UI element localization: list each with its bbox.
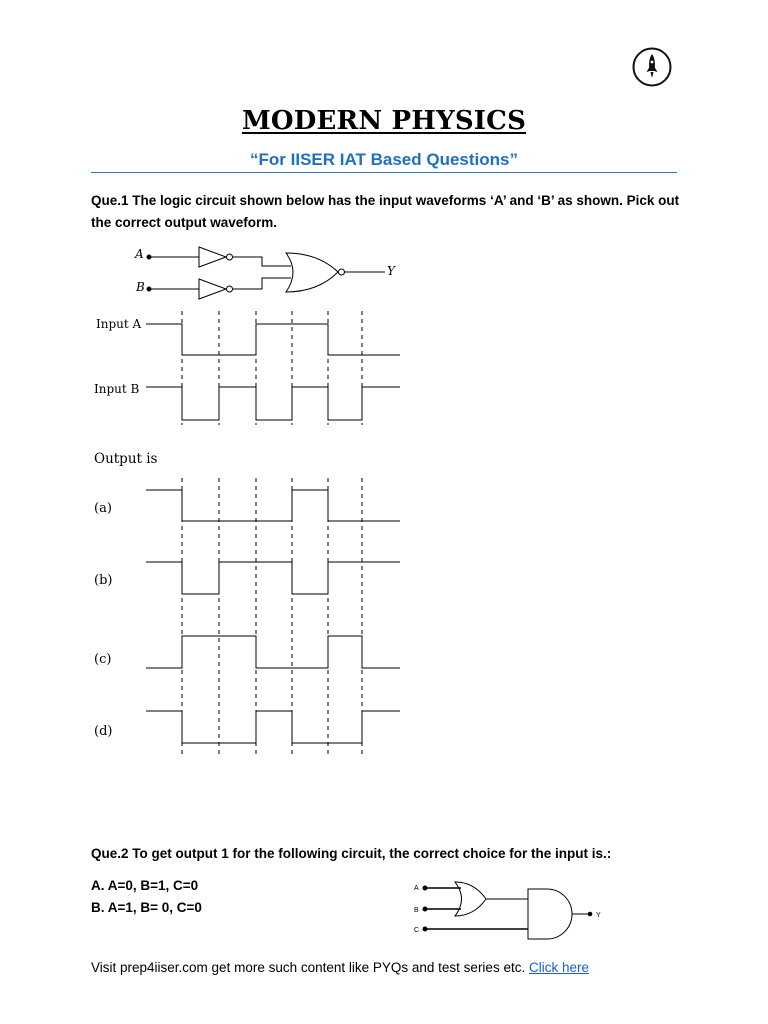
q2-output-label: Y bbox=[596, 912, 601, 919]
circuit-input-a-label: A bbox=[135, 247, 144, 261]
footer-note bbox=[91, 960, 589, 975]
input-b-label: Input B bbox=[94, 382, 140, 396]
answer-option-b: B. A=1, B= 0, C=0 bbox=[91, 900, 202, 915]
q2-logic-circuit bbox=[414, 882, 601, 939]
question-1-text: Que.1 The logic circuit shown below has the input waveforms ‘A’ and ‘B’ as shown. Pick out the correct output waveform. bbox=[91, 193, 680, 230]
timing-guide-lines bbox=[182, 311, 362, 758]
nor-gate bbox=[286, 253, 338, 292]
option-a-label: (a) bbox=[94, 501, 112, 516]
option-d-label: (d) bbox=[94, 724, 113, 739]
q2-input-b-label: B bbox=[414, 907, 419, 914]
output-is-label: Output is bbox=[94, 451, 158, 467]
circuit-output-label: Y bbox=[387, 264, 395, 278]
page-subtitle: “For IISER IAT Based Questions” bbox=[250, 150, 518, 169]
question-2-text: Que.2 To get output 1 for the following circuit, the correct choice for the input is.: bbox=[91, 846, 612, 861]
input-a-label: Input A bbox=[96, 317, 142, 331]
page-title: MODERN PHYSICS bbox=[241, 106, 527, 136]
footer-text: Visit prep4iiser.com get more such content like PYQs and test series etc. bbox=[91, 960, 529, 975]
and-gate bbox=[528, 889, 572, 939]
not-gate-a bbox=[199, 247, 226, 267]
click-here-link[interactable]: Click here bbox=[528, 960, 589, 975]
q2-input-a-label: A bbox=[414, 885, 419, 892]
circuit-input-b-label: B bbox=[136, 280, 145, 294]
q2-input-c-label: C bbox=[414, 927, 420, 934]
or-gate bbox=[455, 882, 486, 916]
option-c-label: (c) bbox=[94, 652, 112, 667]
option-b-label: (b) bbox=[94, 573, 113, 588]
not-gate-b bbox=[199, 279, 226, 299]
answer-option-a: A. A=0, B=1, C=0 bbox=[91, 878, 199, 893]
q1-logic-circuit bbox=[134, 247, 396, 299]
